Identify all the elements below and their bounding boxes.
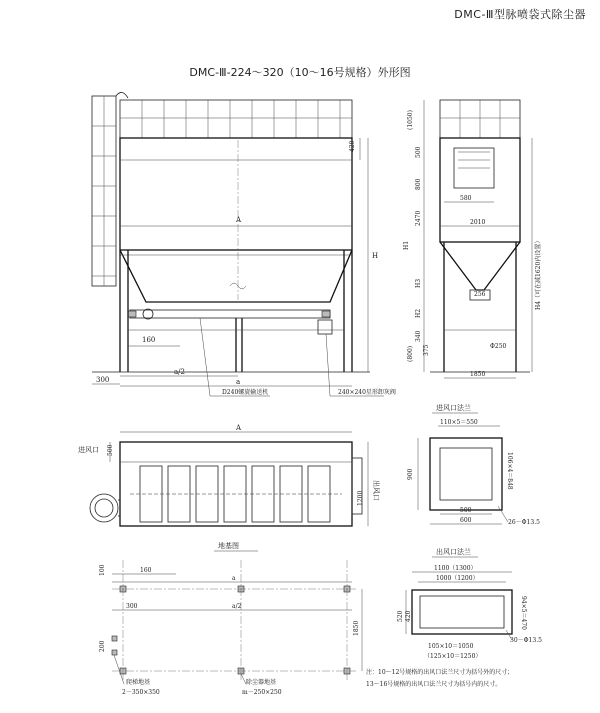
inlet-flange-title: 进风口法兰 bbox=[436, 404, 471, 412]
outlet-dim-holes: 30－Φ13.5 bbox=[510, 637, 542, 644]
dim-2010: 2010 bbox=[470, 219, 486, 226]
found-dim-300: 300 bbox=[126, 603, 138, 610]
found-label-ladder: 爬梯地基 bbox=[126, 679, 151, 686]
dim-420: 420 bbox=[349, 140, 356, 152]
dim-H3: H3 bbox=[415, 278, 422, 288]
note bbox=[366, 668, 513, 688]
plan-view bbox=[78, 424, 381, 526]
foundation-title: 地基图 bbox=[218, 542, 239, 550]
found-dim-a2: a/2 bbox=[232, 603, 242, 610]
outlet-dim-bot2: （125×10＝1250） bbox=[424, 653, 482, 660]
dim-500: 500 bbox=[415, 146, 422, 158]
found-dim-160: 160 bbox=[140, 567, 152, 574]
dim-2470: 2470 bbox=[415, 210, 422, 226]
dim-375: 375 bbox=[423, 344, 430, 356]
dim-256: 256 bbox=[474, 291, 486, 298]
inlet-dim-600: 600 bbox=[460, 517, 472, 524]
dim-a2: a/2 bbox=[174, 368, 185, 376]
plan-label-inlet: 进风口 bbox=[78, 446, 99, 454]
dim-300: 300 bbox=[96, 376, 110, 384]
callout-screw-conveyor: D240螺旋输送机 bbox=[222, 389, 269, 396]
found-label-ladder-size: 2－350×350 bbox=[122, 689, 160, 696]
found-dim-1850: 1850 bbox=[353, 620, 360, 636]
dim-H: H bbox=[372, 252, 379, 260]
dim-H4: H4（可在减1620内设置） bbox=[535, 237, 542, 310]
side-view bbox=[403, 100, 542, 378]
dim-H1: H1 bbox=[403, 240, 410, 250]
outlet-dim-520: 520 bbox=[397, 610, 404, 622]
dim-1850: 1850 bbox=[470, 371, 486, 378]
plan-dim-500: 500 bbox=[107, 444, 114, 456]
found-dim-100: 100 bbox=[99, 564, 106, 576]
plan-dim-A: A bbox=[236, 424, 242, 432]
dim-1050: (1050) bbox=[407, 110, 414, 130]
foundation-plan bbox=[99, 541, 362, 696]
dim-A: A bbox=[236, 216, 242, 224]
drawing-title: DMC-Ⅲ-224～320（10～16号规格）外形图 bbox=[189, 66, 411, 79]
product-title: DMC-Ⅲ型脉喷袋式除尘器 bbox=[454, 8, 586, 21]
dim-a: a bbox=[236, 378, 241, 386]
outlet-dim-1000: 1000（1200） bbox=[436, 575, 479, 582]
dim-340: 340 bbox=[415, 330, 422, 342]
outlet-flange bbox=[397, 547, 542, 660]
found-label-dust: 除尘器地基 bbox=[246, 679, 277, 686]
note-line-2: 13～16号规格的出风口法兰尺寸为括号内的尺寸。 bbox=[366, 681, 502, 688]
outlet-flange-title: 出风口法兰 bbox=[436, 548, 471, 556]
dim-phi250: Φ250 bbox=[490, 343, 507, 350]
front-view bbox=[92, 92, 396, 396]
outlet-dim-1100: 1100（1300） bbox=[434, 565, 477, 572]
inlet-dim-side: 106×4＝848 bbox=[506, 452, 513, 490]
dim-580: 580 bbox=[460, 195, 472, 202]
inlet-dim-top: 110×5＝550 bbox=[440, 419, 478, 426]
dim-H2: H2 bbox=[415, 308, 422, 318]
dim-160: 160 bbox=[142, 336, 156, 344]
dim-800: 800 bbox=[415, 178, 422, 190]
plan-label-outlet: 出风口 bbox=[372, 480, 380, 501]
inlet-flange bbox=[407, 403, 540, 526]
outlet-dim-side: 94×5＝470 bbox=[520, 596, 527, 630]
found-dim-200: 200 bbox=[99, 640, 106, 652]
note-line-1: 注：10～12号规格的出风口法兰尺寸为括号外的尺寸； bbox=[366, 669, 514, 676]
found-label-dust-size: m－250×250 bbox=[242, 689, 282, 696]
inlet-dim-holes: 26－Φ13.5 bbox=[508, 519, 540, 526]
dim-100: (800) bbox=[407, 345, 414, 362]
inlet-dim-500: 500 bbox=[460, 507, 472, 514]
plan-dim-1200: 1200 bbox=[357, 490, 364, 506]
callout-valve: 240×240星形卸灰阀 bbox=[338, 389, 396, 396]
found-dim-a: a bbox=[232, 575, 236, 582]
outlet-dim-420: 420 bbox=[405, 610, 412, 622]
inlet-dim-900: 900 bbox=[407, 468, 414, 480]
outlet-dim-bot1: 105×10＝1050 bbox=[428, 643, 474, 650]
